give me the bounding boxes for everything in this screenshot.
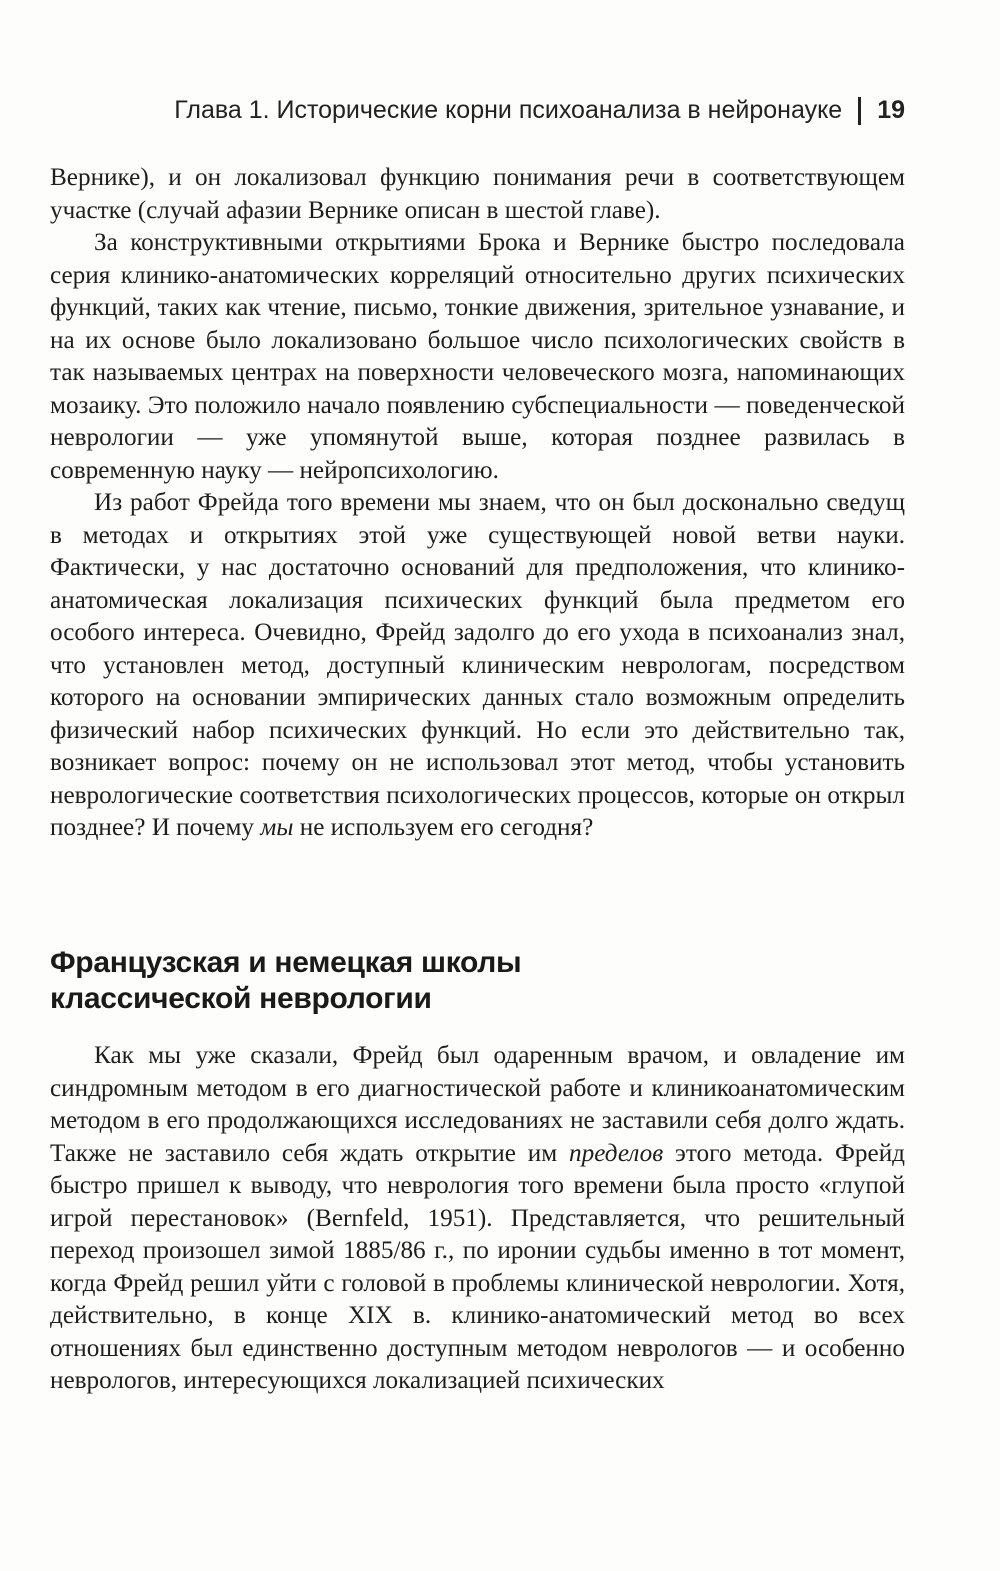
paragraph-text: не используем его сегодня? [293, 814, 594, 841]
text-block-top [50, 162, 905, 845]
paragraph-freud-question [50, 487, 905, 845]
paragraph-text: этого метода. Фрейд быстро пришел к выводу, что неврология того времени была просто «глупой игрой перестановок» (Bernfeld, 1951). Представляется, что решительный переход произошел зимой 1885/86 г., по иронии судьбы именно в тот момент, когда Фрейд решил уйти с головой в проблемы клинической неврологии. Хотя, действительно, в конце XIX в. клинико-анатомический метод во всех отношениях был единственно доступным методом неврологов — и особенно неврологов, интересующихся локализацией психических [50, 1139, 905, 1394]
emphasis-limits: пределов [569, 1139, 664, 1167]
running-title: Глава 1. Исторические корни психоанализа в нейронауке [174, 96, 843, 124]
text-block-bottom [50, 1040, 905, 1398]
paragraph-continued: Вернике), и он локализовал функцию понимания речи в соответствующем участке (случай афазии Вернике описан в шестой главе). [50, 164, 905, 224]
paragraph-text: Как мы уже сказали, Фрейд был одаренным врачом, и овладение им синдромным методом в его диагностической работе и клиникоанатомическим методом в его продолжающихся исследованиях не заставили себя долго ждать. Также не заставило себя ждать открытие им [50, 1042, 905, 1167]
section-heading-line-1: Французская и немецкая школы [50, 946, 522, 979]
running-header [174, 96, 905, 125]
section-heading-line-2: классической неврологии [50, 982, 432, 1015]
paragraph-localization: За конструктивными открытиями Брока и Вернике быстро последовала серия клинико-анатомических корреляций относительно других психических функций, таких как чтение, письмо, тонкие движения, зрительное узнавание, и на их основе было локализовано большое число психологических свойств в так называемых центрах на поверхности человеческого мозга, напоминающих мозаику. Это положило начало появлению субспециальности — поведенческой неврологии — уже упомянутой выше, которая позднее развилась в современную науку — нейропсихологию. [50, 229, 905, 484]
emphasis-we: мы [260, 814, 294, 841]
paragraph-method-limits [50, 1040, 905, 1398]
section-heading [50, 945, 750, 1017]
page-number: 19 [877, 96, 905, 124]
paragraph-text: Из работ Фрейда того времени мы знаем, что он был досконально сведущ в методах и открытиях этой уже существующей новой ветви науки. Фактически, у нас достаточно оснований для предположения, что клинико-анатомическая локализация психических функций была предметом его особого интереса. Очевидно, Фрейд задолго до его ухода в психоанализ знал, что установлен метод, доступный клиническим неврологам, посредством которого на основании эмпирических данных стало возможным определить физический набор психических функций. Но если это действительно так, возникает вопрос: почему он не использовал этот метод, чтобы установить неврологические соответствия психологических процессов, которые он открыл позднее? И почему [50, 489, 905, 841]
header-separator [858, 97, 861, 125]
